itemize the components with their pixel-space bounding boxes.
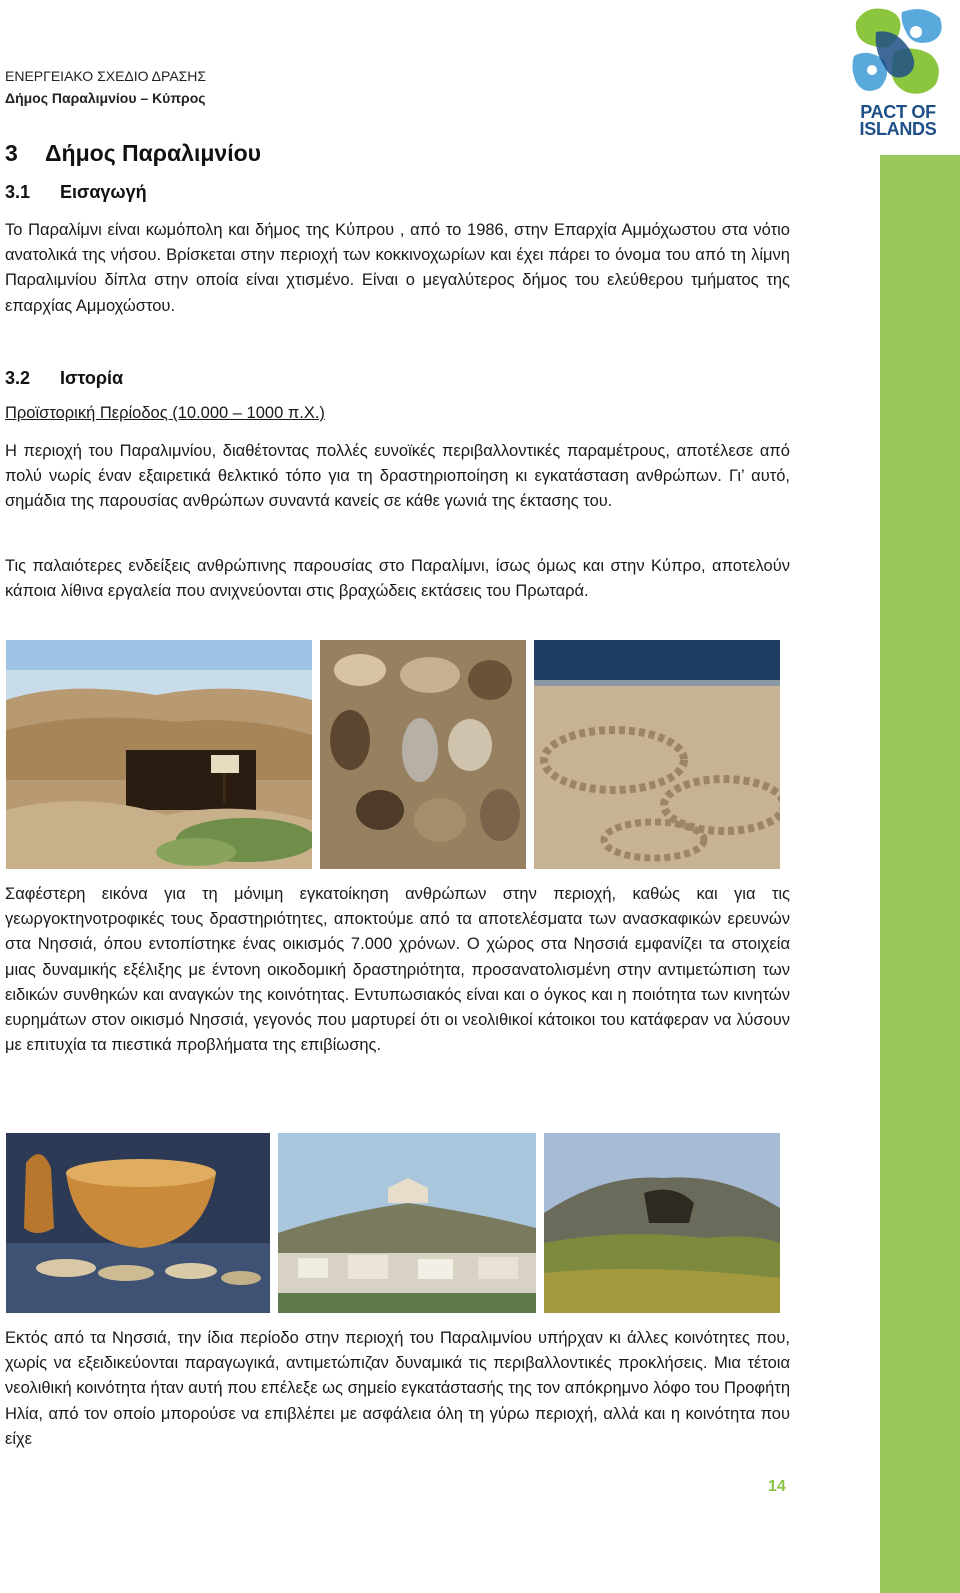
pact-of-islands-logo <box>846 2 950 142</box>
intro-heading <box>5 182 147 203</box>
logo-text-line1: PACT OF <box>860 102 936 122</box>
history-title: Ιστορία <box>60 368 124 388</box>
photo-stone-circles <box>534 640 780 869</box>
photo-stone-tools <box>320 640 526 869</box>
photo-hill-landscape <box>544 1133 780 1313</box>
logo-text-line2: ISLANDS <box>859 119 937 139</box>
history-paragraph-2: Τις παλαιότερες ενδείξεις ανθρώπινης παρουσίας στο Παραλίμνι, ίσως όμως και στην Κύπρο, αποτελούν κάποια λίθινα εργαλεία που ανιχνεύονται στις βραχώδεις εκτάσεις του Πρωταρά. <box>5 557 790 601</box>
history-number: 3.2 <box>5 368 31 388</box>
page-number: 14 <box>768 1478 786 1495</box>
photo-cave <box>6 640 312 869</box>
history-paragraph-3: Σαφέστερη εικόνα για τη μόνιμη εγκατοίκηση ανθρώπων στην περιοχή, καθώς και για τις γεωργοκτηνοτροφικές τους δραστηριότητες, αποκτούμε από τα αποτελέσματα των ανασκαφικών ερευνών στα Νησσιά, όπου εντοπίστηκε ένας οικισμός 7.000 χρόνων. Ο χώρος στα Νησσιά εμφανίζει τα στοιχεία μιας δυναμικής εξέλιξης με έντονη οικοδομική δραστηριότητα, προσανατολισμένη στην αντιμετώπιση των ειδικών συνθηκών και αναγκών της κοινότητας. Εντυπωσιακός είναι και ο όγκος και η ποιότητα των κινητών ευρημάτων στον οικισμό Νησσιά, γεγονός που μαρτυρεί ότι οι νεολιθικοί κάτοικοι του κατάφεραν να λύσουν με επιτυχία τα πιεστικά προβλήματα της επιβίωσης. <box>5 885 790 1055</box>
intro-paragraph: Το Παραλίμνι είναι κωμόπολη και δήμος της Κύπρου , από το 1986, στην Επαρχία Αμμόχωστου στα νότιο ανατολικά της νήσου. Βρίσκεται στην περιοχή των κοκκινοχωρίων και έχει πάρει το όνομα του από τη λίμνη Παραλιμνίου δίπλα στην οποία είναι χτισμένο. Είναι ο μεγαλύτερος δήμος του ελεύθερου τμήματος της επαρχίας Αμμοχώστου. <box>5 221 790 315</box>
history-paragraph-1: Η περιοχή του Παραλιμνίου, διαθέτοντας πολλές ευνοϊκές περιβαλλοντικές παραμέτρους, αποτέλεσε από πολύ νωρίς έναν εξαιρετικά θελκτικό τόπο για τη δραστηριοποίηση κι εγκατάσταση ανθρώπων. Γι’ αυτό, σημάδια της παρουσίας ανθρώπων συναντά κανείς σε κάθε γωνιά της έκτασης του. <box>5 442 790 511</box>
history-heading <box>5 368 123 389</box>
intro-number: 3.1 <box>5 182 31 202</box>
section-number: 3 <box>5 140 18 166</box>
islands-map-icon <box>846 2 950 102</box>
history-paragraph-4: Εκτός από τα Νησσιά, την ίδια περίοδο στην περιοχή του Παραλιμνίου υπήρχαν κι άλλες κοινότητες που, χωρίς να εξειδικεύονται παραγωγικά, αντιμετώπιζαν δυναμικά τις περιβαλλοντικές προκλήσεις. Μια τέτοια νεολιθική κοινότητα ήταν αυτή που επέλεξε ως σημείο εγκατάστασής της τον απόκρημνο λόφο του Προφήτη Ηλία, από τον οποίο μπορούσε να επιβλέπει με ασφάλεια όλη τη γύρω περιοχή, αλλά και η κοινότητα που είχε <box>5 1329 790 1448</box>
side-green-bar <box>880 155 960 1593</box>
photo-museum-artifacts <box>6 1133 270 1313</box>
section-heading <box>5 140 261 167</box>
section-title: Δήμος Παραλιμνίου <box>45 140 262 166</box>
intro-title: Εισαγωγή <box>60 182 147 202</box>
photo-town-view <box>278 1133 536 1313</box>
header-line-2: Δήμος Παραλιμνίου – Κύπρος <box>5 90 206 106</box>
header-line-1: ΕΝΕΡΓΕΙΑΚΟ ΣΧΕΔΙΟ ΔΡΑΣΗΣ <box>5 68 207 84</box>
history-subtitle: Προϊστορική Περίοδος (10.000 – 1000 π.Χ.) <box>5 404 325 422</box>
